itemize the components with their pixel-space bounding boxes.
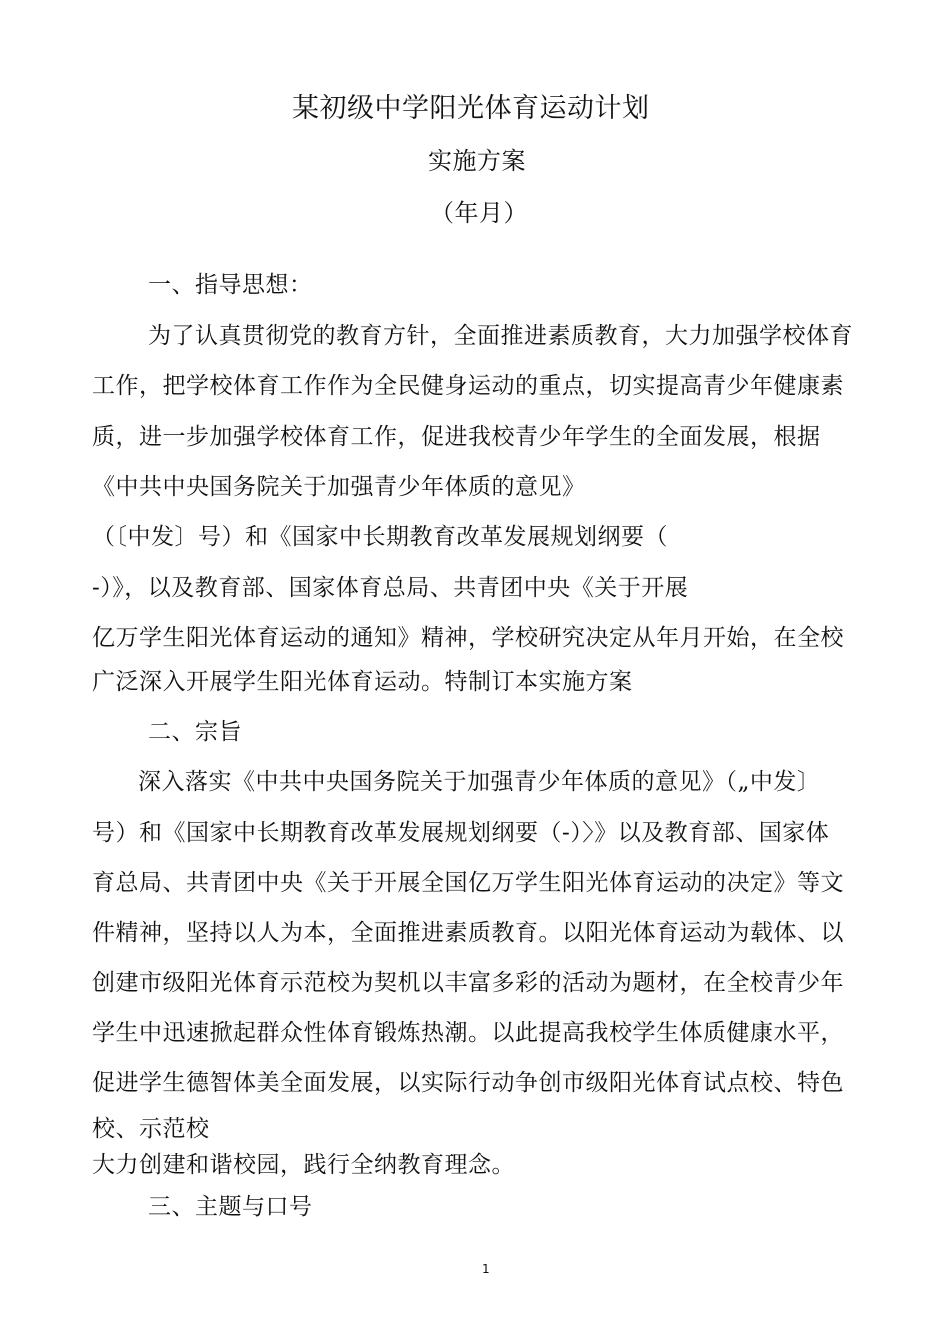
document-subtitle: 实施方案 bbox=[428, 147, 526, 175]
section1-line: 亿万学生阳光体育运动的通知》精神，学校研究决定从年月开始，在全校 bbox=[92, 625, 844, 651]
section3-heading: 三、主题与口号 bbox=[148, 1194, 313, 1220]
section1-line: 为了认真贯彻党的教育方针，全面推进素质教育，大力加强学校体育 bbox=[148, 323, 853, 349]
document-date: （年月） bbox=[430, 199, 528, 227]
section2-line: 件精神，坚持以人为本，全面推进素质教育。以阳光体育运动为载体、以 bbox=[92, 920, 844, 946]
section1-line: （〔中发〕号）和《国家中长期教育改革发展规划纲要（ bbox=[92, 524, 668, 550]
section1-line: 质，进一步加强学校体育工作，促进我校青少年学生的全面发展，根据 bbox=[92, 424, 821, 450]
document-title: 某初级中学阳光体育运动计划 bbox=[292, 93, 650, 124]
section2-line: 校、示范校 bbox=[92, 1116, 210, 1142]
section2-line: 促进学生德智体美全面发展，以实际行动争创市级阳光体育试点校、特色 bbox=[92, 1070, 844, 1096]
page-number: 1 bbox=[482, 1262, 490, 1276]
section2-line: 大力创建和谐校园，践行全纳教育理念。 bbox=[92, 1152, 515, 1178]
section1-line: 广泛深入开展学生阳光体育运动。特制订本实施方案 bbox=[92, 669, 633, 695]
section1-line: 《中共中央国务院关于加强青少年体质的意见》 bbox=[92, 474, 586, 500]
section1-line: -）》，以及教育部、国家体育总局、共青团中央《关于开展 bbox=[92, 575, 689, 601]
section2-line: 号）和《国家中长期教育改革发展规划纲要（-）〉》以及教育部、国家体 bbox=[92, 820, 830, 846]
section2-line: 育总局、共青团中央《关于开展全国亿万学生阳光体育运动的决定》等文 bbox=[92, 870, 844, 896]
section2-line: 学生中迅速掀起群众性体育锻炼热潮。以此提高我校学生体质健康水平， bbox=[92, 1020, 844, 1046]
section1-heading: 一、指导思想： bbox=[148, 272, 313, 298]
section2-line: 创建市级阳光体育示范校为契机以丰富多彩的活动为题材，在全校青少年 bbox=[92, 970, 844, 996]
section2-line: 深入落实《中共中央国务院关于加强青少年体质的意见》（„中发〕 bbox=[138, 769, 821, 795]
section2-heading: 二、宗旨 bbox=[148, 719, 242, 745]
section1-line: 工作，把学校体育工作作为全民健身运动的重点，切实提高青少年健康素 bbox=[92, 373, 844, 399]
